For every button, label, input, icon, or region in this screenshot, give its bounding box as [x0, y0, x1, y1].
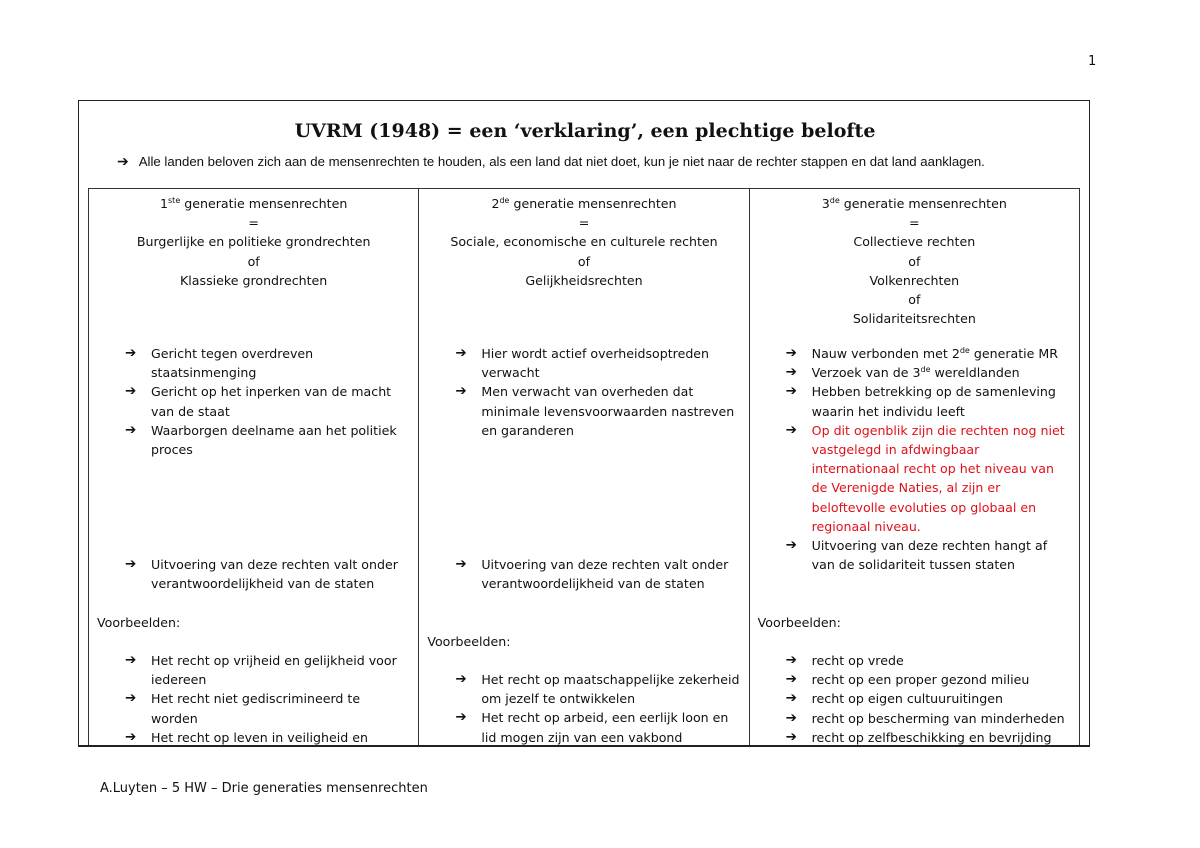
list-item: ➔ Hebben betrekking op de samenleving waarin het individu leeft [785, 383, 1056, 419]
arrow-right-icon: ➔ [125, 556, 137, 572]
arrow-right-icon: ➔ [785, 345, 797, 361]
list-item: ➔ Uitvoering van deze rechten hangt af van de solidariteit tussen staten [785, 537, 1048, 573]
list-item: ➔ recht op eigen cultuuruitingen [786, 689, 1071, 708]
column-header: 2de generatie mensenrechten = Sociale, economische en culturele rechten of Gelijkheidsrechten [450, 195, 718, 288]
arrow-right-icon: ➔ [125, 728, 137, 745]
list-item: ➔ Het recht niet gediscrimineerd te worden [125, 690, 361, 726]
column-generation-1 [89, 189, 419, 746]
column-header: 3de generatie mensenrechten = Collectieve rechten of Volkenrechten of Solidariteitsrechten [821, 195, 1007, 327]
arrow-right-icon: ➔ [455, 345, 467, 361]
arrow-right-icon: ➔ [455, 556, 467, 572]
list-item: ➔ recht op een proper gezond milieu [786, 670, 1071, 689]
arrow-right-icon: ➔ [125, 690, 137, 707]
list-item: ➔ Het recht op leven in veiligheid en [125, 728, 410, 746]
arrow-right-icon: ➔ [455, 709, 467, 726]
list-item: ➔ Hier wordt actief overheidsoptreden verwacht [455, 345, 710, 381]
arrow-right-icon: ➔ [785, 709, 797, 726]
content-frame [78, 100, 1090, 746]
list-item: ➔ Uitvoering van deze rechten valt onder verantwoordelijkheid van de staten [455, 556, 729, 592]
list-item: ➔ recht op zelfbeschikking en bevrijding [786, 728, 1071, 746]
list-item: ➔ recht op bescherming van minderheden [786, 709, 1071, 728]
list-item: ➔ Het recht op maatschappelijke zekerheid om jezelf te ontwikkelen [455, 671, 740, 707]
examples-list [125, 651, 410, 746]
execution-list [125, 555, 410, 593]
arrow-right-icon: ➔ [785, 690, 797, 707]
page-footer: A.Luyten – 5 HW – Drie generaties mensenrechten [100, 781, 428, 796]
execution-list [455, 555, 740, 593]
list-item: ➔ Het recht op arbeid, een eerlijk loon en lid mogen zijn van een vakbond [455, 709, 729, 745]
examples-list [786, 651, 1071, 746]
arrow-right-icon: ➔ [785, 537, 797, 553]
arrow-right-icon: ➔ [117, 153, 129, 169]
list-item: ➔ Waarborgen deelname aan het politiek proces [125, 421, 397, 458]
column-generation-2 [419, 189, 749, 746]
red-note: Op dit ogenblik zijn die rechten nog niet vastgelegd in afdwingbaar internationaal recht op het niveau van de Verenigde Naties, al zijn er beloftevolle evoluties op globaal en regionaal niveau. [811, 422, 1065, 534]
arrow-right-icon: ➔ [125, 652, 137, 668]
examples-label: Voorbeelden: [427, 634, 511, 649]
arrow-right-icon: ➔ [785, 364, 797, 381]
arrow-right-icon: ➔ [785, 652, 797, 668]
list-item: ➔ Verzoek van de 3de wereldlanden [786, 363, 1071, 382]
arrow-right-icon: ➔ [785, 383, 797, 400]
characteristics-list [786, 344, 1071, 536]
arrow-right-icon: ➔ [455, 383, 467, 400]
generations-table [88, 188, 1080, 746]
arrow-right-icon: ➔ [785, 671, 797, 688]
arrow-right-icon: ➔ [125, 421, 137, 438]
page-title: UVRM (1948) = een ‘verklaring’, een plechtige belofte [294, 120, 876, 142]
bottom-rule [78, 745, 1090, 747]
list-item: ➔ Het recht op vrijheid en gelijkheid voor iedereen [125, 652, 397, 688]
list-item: ➔ Gericht op het inperken van de macht van de staat [125, 383, 392, 419]
examples-label: Voorbeelden: [97, 615, 181, 630]
examples-label: Voorbeelden: [757, 615, 841, 630]
column-header: 1ste generatie mensenrechten = Burgerlijke en politieke grondrechten of Klassieke grondrechten [136, 195, 371, 288]
list-item: ➔ Uitvoering van deze rechten valt onder verantwoordelijkheid van de staten [125, 556, 398, 592]
arrow-right-icon: ➔ [125, 383, 137, 400]
list-item: ➔ Men verwacht van overheden dat minimale levensvoorwaarden nastreven en garanderen [455, 383, 735, 438]
arrow-right-icon: ➔ [785, 728, 797, 745]
intro-line [117, 153, 985, 170]
execution-list [786, 536, 1071, 574]
arrow-right-icon: ➔ [785, 421, 797, 438]
characteristics-list [125, 344, 410, 459]
list-item: ➔ Nauw verbonden met 2de generatie MR [786, 344, 1071, 363]
arrow-right-icon: ➔ [125, 345, 137, 361]
list-item: ➔ recht op vrede [786, 651, 1071, 670]
arrow-right-icon: ➔ [455, 671, 467, 687]
page-number: 1 [1088, 54, 1097, 69]
list-item-red [786, 421, 1071, 536]
column-generation-3 [750, 189, 1080, 746]
characteristics-list [455, 344, 740, 440]
examples-list [455, 670, 740, 746]
intro-text: Alle landen beloven zich aan de mensenrechten te houden, als een land dat niet doet, kun je niet naar de rechter stappen en dat land aanklagen. [138, 154, 985, 169]
list-item: ➔ Gericht tegen overdreven staatsinmenging [125, 345, 314, 381]
